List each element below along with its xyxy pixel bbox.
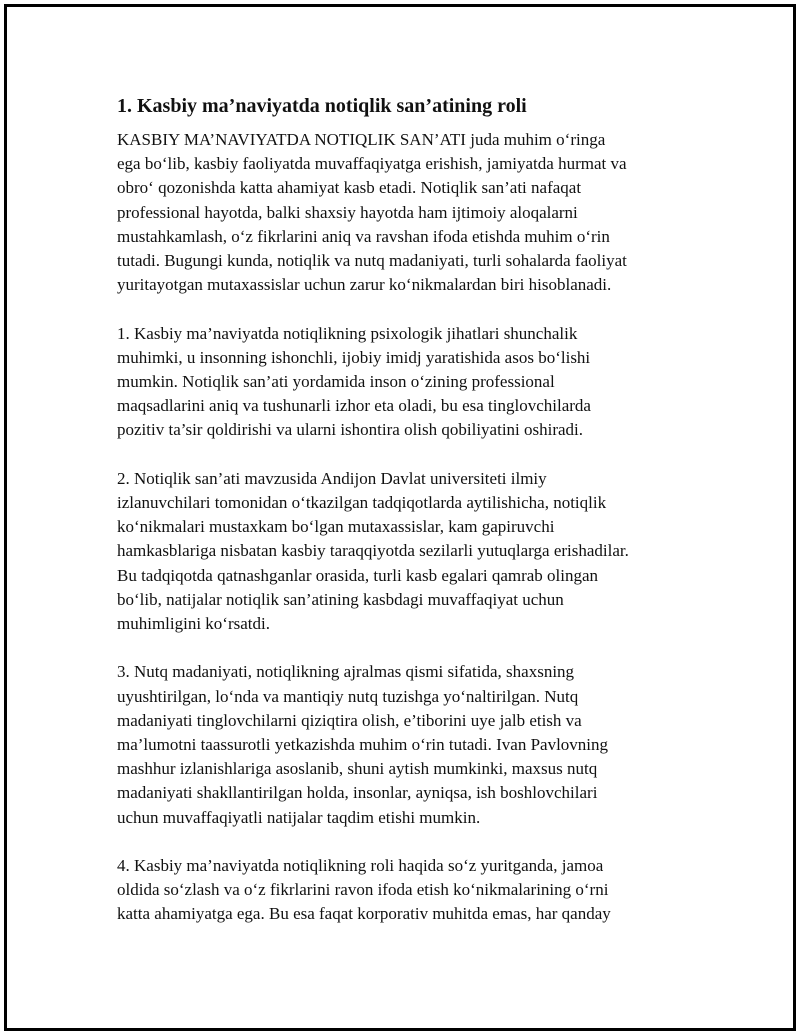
- paragraph-line: ko‘nikmalari mustaxkam bo‘lgan mutaxassislar, kam gapiruvchi: [117, 517, 555, 537]
- paragraph-line: ma’lumotni taassurotli yetkazishda muhim o‘rin tutadi. Ivan Pavlovning: [117, 735, 609, 755]
- paragraph-line: 4. Kasbiy ma’naviyatda notiqlikning roli haqida so‘z yuritganda, jamoa: [117, 856, 604, 876]
- paragraph-line: uyushtirilgan, lo‘nda va mantiqiy nutq tuzishga yo‘naltirilgan. Nutq: [117, 686, 579, 706]
- paragraph-line: muhimki, u insonning ishonchli, ijobiy imidj yaratishida asos bo‘lishi: [117, 347, 591, 367]
- paragraph-line: maqsadlarini aniq va tushunarli izhor eta oladi, bu esa tinglovchilarda: [117, 396, 591, 416]
- paragraph-line: professional hayotda, balki shaxsiy hayotda ham ijtimoiy aloqalarni: [117, 202, 578, 222]
- paragraph-point-3: [117, 660, 677, 829]
- paragraph-line: madaniyati tinglovchilarni qiziqtira olish, e’tiborini uye jalb etish va: [117, 710, 582, 730]
- paragraph-line: 1. Kasbiy ma’naviyatda notiqlikning psixologik jihatlari shunchalik: [117, 323, 578, 343]
- paragraph-line: oldida so‘zlash va o‘z fikrlarini ravon ifoda etish ko‘nikmalarining o‘rni: [117, 880, 609, 900]
- paragraph-line: 3. Nutq madaniyati, notiqlikning ajralmas qismi sifatida, shaxsning: [117, 662, 575, 682]
- paragraph-line: tutadi. Bugungi kunda, notiqlik va nutq madaniyati, turli sohalarda faoliyat: [117, 251, 627, 271]
- paragraph-line: izlanuvchilari tomonidan o‘tkazilgan tadqiqotlarda aytilishicha, notiqlik: [117, 493, 607, 513]
- paragraph-line: hamkasblariga nisbatan kasbiy taraqqiyotda sezilarli yutuqlarga erishadilar.: [117, 541, 629, 561]
- paragraph-line: mustahkamlash, o‘z fikrlarini aniq va ravshan ifoda etishda muhim o‘rin: [117, 226, 610, 246]
- paragraph-point-1: [117, 322, 677, 443]
- paragraph-line: bo‘lib, natijalar notiqlik san’atining kasbdagi muvaffaqiyat uchun: [117, 589, 564, 609]
- paragraph-line: ega bo‘lib, kasbiy faoliyatda muvaffaqiyatga erishish, jamiyatda hurmat va: [117, 154, 627, 174]
- paragraph-line: muhimligini ko‘rsatdi.: [117, 614, 270, 634]
- paragraph-line: Bu tadqiqotda qatnashganlar orasida, turli kasb egalari qamrab olingan: [117, 565, 599, 585]
- paragraph-line: mumkin. Notiqlik san’ati yordamida inson o‘zining professional: [117, 372, 555, 392]
- paragraph-point-4: [117, 854, 677, 927]
- paragraph-line: mashhur izlanishlariga asoslanib, shuni aytish mumkinki, maxsus nutq: [117, 759, 598, 779]
- paragraph-line: 2. Notiqlik san’ati mavzusida Andijon Davlat universiteti ilmiy: [117, 468, 547, 488]
- paragraph-point-2: [117, 467, 677, 636]
- paragraph-line: madaniyati shakllantirilgan holda, insonlar, ayniqsa, ish boshlovchilari: [117, 783, 598, 803]
- paragraph-line: pozitiv ta’sir qoldirishi va ularni ishontira olish qobiliyatini oshiradi.: [117, 420, 584, 440]
- section-heading: 1. Kasbiy ma’naviyatda notiqlik san’atining roli: [117, 95, 527, 117]
- paragraph-line: uchun muvaffaqiyatli natijalar taqdim etishi mumkin.: [117, 807, 481, 827]
- document-body: [117, 92, 677, 951]
- paragraph-line: obro‘ qozonishda katta ahamiyat kasb etadi. Notiqlik san’ati nafaqat: [117, 178, 582, 198]
- paragraph-line: katta ahamiyatga ega. Bu esa faqat korporativ muhitda emas, har qanday: [117, 904, 611, 924]
- paragraph-intro: [117, 128, 677, 297]
- paragraph-line: KASBIY MA’NAVIYATDA NOTIQLIK SAN’ATI juda muhim o‘ringa: [117, 130, 606, 149]
- paragraph-line: yuritayotgan mutaxassislar uchun zarur ko‘nikmalardan biri hisoblanadi.: [117, 275, 612, 295]
